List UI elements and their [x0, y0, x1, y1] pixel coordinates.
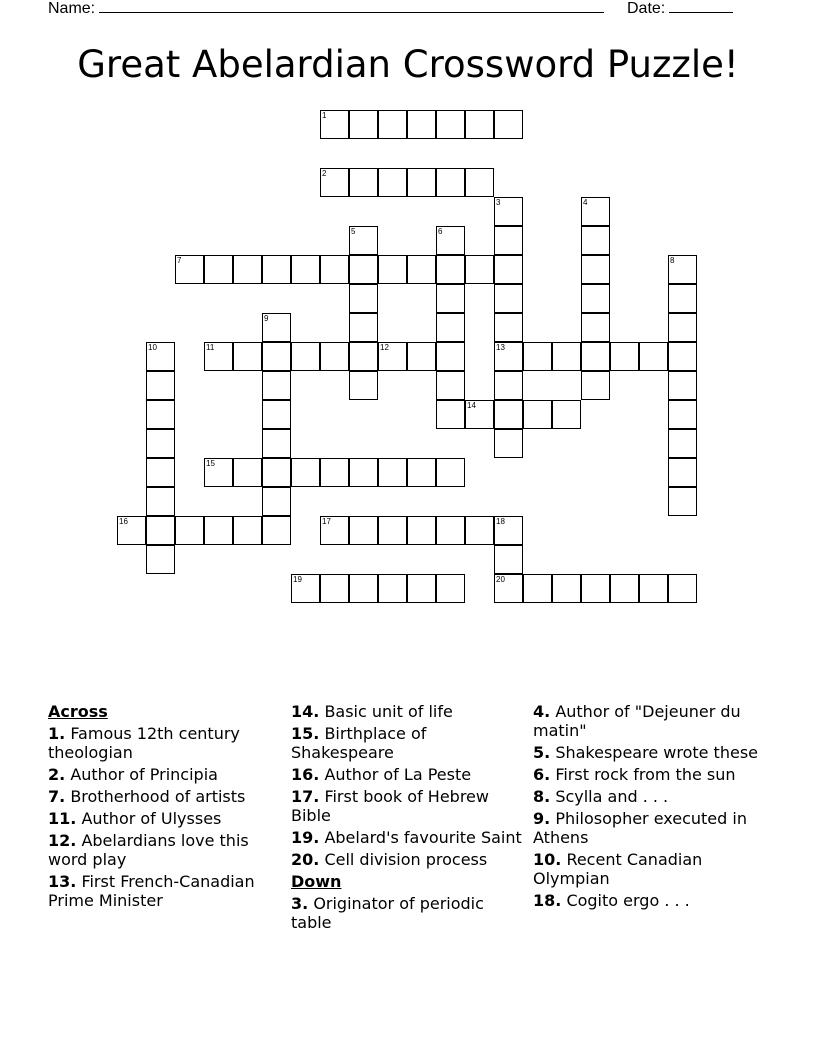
grid-cell[interactable]	[668, 313, 697, 342]
clue-down-5	[533, 743, 769, 762]
across-heading: Across	[48, 702, 108, 721]
grid-cell[interactable]	[581, 342, 610, 371]
name-label: Name:	[48, 0, 96, 17]
grid-cell[interactable]	[668, 400, 697, 429]
clue-text: Scylla and . . .	[555, 787, 669, 806]
grid-cell[interactable]	[552, 574, 581, 603]
grid-cell[interactable]	[407, 255, 436, 284]
grid-cell[interactable]	[349, 342, 378, 371]
clue-text: Birthplace of Shakespeare	[291, 724, 427, 762]
clue-number: 13.	[48, 872, 77, 891]
grid-cell[interactable]	[204, 255, 233, 284]
grid-cell[interactable]	[436, 110, 465, 139]
grid-cell[interactable]	[407, 110, 436, 139]
grid-cell[interactable]	[262, 516, 291, 545]
grid-cell[interactable]	[436, 342, 465, 371]
grid-cell[interactable]	[639, 574, 668, 603]
date-label: Date:	[627, 0, 666, 17]
clue-text: Basic unit of life	[324, 702, 453, 721]
grid-cell[interactable]	[262, 342, 291, 371]
grid-cell[interactable]	[320, 458, 349, 487]
grid-cell[interactable]	[378, 458, 407, 487]
grid-cell[interactable]	[378, 516, 407, 545]
grid-cell[interactable]	[378, 168, 407, 197]
grid-cell[interactable]	[291, 342, 320, 371]
grid-cell[interactable]	[581, 284, 610, 313]
clue-across-19	[291, 828, 527, 847]
grid-cell[interactable]	[668, 371, 697, 400]
grid-cell[interactable]	[494, 429, 523, 458]
clue-number-label: 1	[322, 111, 327, 120]
clue-number-label: 10	[148, 343, 157, 352]
clue-number-label: 6	[438, 227, 443, 236]
clue-number: 3.	[291, 894, 309, 913]
grid-cell[interactable]	[494, 400, 523, 429]
clue-number: 8.	[533, 787, 551, 806]
clue-across-17	[291, 787, 527, 825]
grid-cell[interactable]	[407, 168, 436, 197]
grid-cell[interactable]	[262, 371, 291, 400]
clue-number: 18.	[533, 891, 562, 910]
clue-number: 1.	[48, 724, 66, 743]
clue-number: 7.	[48, 787, 66, 806]
grid-cell[interactable]	[465, 110, 494, 139]
clue-number: 16.	[291, 765, 320, 784]
clue-text: Philosopher executed in Athens	[533, 809, 747, 847]
grid-cell[interactable]	[552, 400, 581, 429]
clue-text: First rock from the sun	[555, 765, 736, 784]
grid-cell[interactable]	[175, 516, 204, 545]
clue-number: 9.	[533, 809, 551, 828]
clue-text: First book of Hebrew Bible	[291, 787, 489, 825]
grid-cell[interactable]	[668, 458, 697, 487]
grid-cell[interactable]	[262, 487, 291, 516]
grid-cell[interactable]	[407, 516, 436, 545]
grid-cell[interactable]	[349, 255, 378, 284]
clue-number-label: 19	[293, 575, 302, 584]
clue-text: Brotherhood of artists	[70, 787, 246, 806]
grid-cell[interactable]	[465, 516, 494, 545]
clue-text: Author of Principia	[70, 765, 218, 784]
grid-cell[interactable]	[320, 342, 349, 371]
grid-cell[interactable]	[378, 574, 407, 603]
clue-text: Author of La Peste	[324, 765, 472, 784]
grid-cell[interactable]	[262, 429, 291, 458]
clue-text: Shakespeare wrote these	[555, 743, 758, 762]
grid-cell[interactable]	[349, 371, 378, 400]
grid-cell[interactable]	[436, 574, 465, 603]
grid-cell[interactable]	[436, 371, 465, 400]
clue-column-1	[48, 702, 284, 913]
grid-cell[interactable]	[494, 226, 523, 255]
grid-cell[interactable]	[610, 574, 639, 603]
clue-text: Abelardians love this word play	[48, 831, 249, 869]
clue-number: 15.	[291, 724, 320, 743]
clue-across-7	[48, 787, 284, 806]
grid-cell[interactable]	[668, 284, 697, 313]
grid-cell[interactable]	[262, 255, 291, 284]
grid-cell[interactable]	[407, 574, 436, 603]
clue-number: 10.	[533, 850, 562, 869]
clue-number-label: 14	[467, 401, 476, 410]
clue-text: Author of "Dejeuner du matin"	[533, 702, 741, 740]
clue-text: Recent Canadian Olympian	[533, 850, 703, 888]
clue-text: Author of Ulysses	[81, 809, 222, 828]
clue-number-label: 4	[583, 198, 588, 207]
grid-cell[interactable]	[146, 458, 175, 487]
grid-cell[interactable]	[436, 516, 465, 545]
clue-number-label: 16	[119, 517, 128, 526]
grid-cell[interactable]	[436, 168, 465, 197]
clue-number-label: 8	[670, 256, 675, 265]
grid-cell[interactable]	[581, 574, 610, 603]
clue-number: 5.	[533, 743, 551, 762]
grid-cell[interactable]	[552, 342, 581, 371]
grid-cell[interactable]	[581, 371, 610, 400]
grid-cell[interactable]	[436, 458, 465, 487]
clue-number-label: 17	[322, 517, 331, 526]
clue-text: Abelard's favourite Saint	[324, 828, 522, 847]
grid-cell[interactable]	[494, 284, 523, 313]
clue-number-label: 7	[177, 256, 182, 265]
clue-down-3	[291, 894, 527, 932]
grid-cell[interactable]	[320, 255, 349, 284]
clue-down-6	[533, 765, 769, 784]
grid-cell[interactable]	[233, 255, 262, 284]
clue-number-label: 12	[380, 343, 389, 352]
grid-cell[interactable]	[668, 487, 697, 516]
clue-down-10	[533, 850, 769, 888]
grid-cell[interactable]	[407, 458, 436, 487]
grid-cell[interactable]	[523, 574, 552, 603]
clue-number-label: 20	[496, 575, 505, 584]
grid-cell[interactable]	[581, 255, 610, 284]
grid-cell[interactable]	[494, 313, 523, 342]
clue-text: Cell division process	[324, 850, 488, 869]
clue-number: 19.	[291, 828, 320, 847]
grid-cell[interactable]	[291, 255, 320, 284]
grid-cell[interactable]	[378, 110, 407, 139]
clue-number-label: 3	[496, 198, 501, 207]
grid-cell[interactable]	[349, 284, 378, 313]
grid-cell[interactable]	[233, 342, 262, 371]
grid-cell[interactable]	[233, 516, 262, 545]
clue-column-2	[291, 702, 527, 935]
grid-cell[interactable]	[581, 313, 610, 342]
clue-number-label: 15	[206, 459, 215, 468]
grid-cell[interactable]	[668, 429, 697, 458]
clue-across-1	[48, 724, 284, 762]
grid-cell[interactable]	[146, 371, 175, 400]
grid-cell[interactable]	[668, 342, 697, 371]
grid-cell[interactable]	[349, 168, 378, 197]
clue-number: 17.	[291, 787, 320, 806]
clue-number: 4.	[533, 702, 551, 721]
grid-cell[interactable]	[349, 313, 378, 342]
clue-number-label: 5	[351, 227, 356, 236]
clue-across-16	[291, 765, 527, 784]
clue-column-3	[533, 702, 769, 913]
grid-cell[interactable]	[494, 371, 523, 400]
grid-cell[interactable]	[349, 110, 378, 139]
clue-text: Originator of periodic table	[291, 894, 484, 932]
grid-cell[interactable]	[407, 342, 436, 371]
grid-cell[interactable]	[465, 168, 494, 197]
clue-number: 6.	[533, 765, 551, 784]
clue-number: 14.	[291, 702, 320, 721]
grid-cell[interactable]	[320, 574, 349, 603]
clue-number-label: 18	[496, 517, 505, 526]
grid-cell[interactable]	[262, 400, 291, 429]
grid-cell[interactable]	[668, 574, 697, 603]
clue-text: First French-Canadian Prime Minister	[48, 872, 255, 910]
clue-number-label: 11	[206, 343, 215, 352]
grid-cell[interactable]	[262, 458, 291, 487]
grid-cell[interactable]	[436, 313, 465, 342]
clue-number-label: 9	[264, 314, 269, 323]
clue-across-15	[291, 724, 527, 762]
clue-number: 2.	[48, 765, 66, 784]
grid-cell[interactable]	[233, 458, 262, 487]
grid-cell[interactable]	[349, 574, 378, 603]
clue-down-9	[533, 809, 769, 847]
grid-cell[interactable]	[436, 400, 465, 429]
grid-cell[interactable]	[436, 284, 465, 313]
grid-cell[interactable]	[523, 400, 552, 429]
clue-across-2	[48, 765, 284, 784]
clue-number: 20.	[291, 850, 320, 869]
grid-cell[interactable]	[494, 545, 523, 574]
grid-cell[interactable]	[465, 255, 494, 284]
clue-down-18	[533, 891, 769, 910]
grid-cell[interactable]	[291, 458, 320, 487]
grid-cell[interactable]	[146, 429, 175, 458]
grid-cell[interactable]	[146, 516, 175, 545]
clue-text: Famous 12th century theologian	[48, 724, 240, 762]
grid-cell[interactable]	[610, 342, 639, 371]
grid-cell[interactable]	[146, 487, 175, 516]
grid-cell[interactable]	[494, 110, 523, 139]
clue-number: 12.	[48, 831, 77, 850]
clue-across-13	[48, 872, 284, 910]
clue-number: 11.	[48, 809, 77, 828]
grid-cell[interactable]	[581, 226, 610, 255]
clue-across-11	[48, 809, 284, 828]
grid-cell[interactable]	[349, 516, 378, 545]
grid-cell[interactable]	[146, 545, 175, 574]
grid-cell[interactable]	[436, 255, 465, 284]
grid-cell[interactable]	[494, 255, 523, 284]
grid-cell[interactable]	[146, 400, 175, 429]
clue-across-12	[48, 831, 284, 869]
grid-cell[interactable]	[204, 516, 233, 545]
grid-cell[interactable]	[639, 342, 668, 371]
clue-text: Cogito ergo . . .	[566, 891, 690, 910]
down-heading: Down	[291, 872, 342, 891]
grid-cell[interactable]	[378, 255, 407, 284]
clue-down-8	[533, 787, 769, 806]
grid-cell[interactable]	[523, 342, 552, 371]
clue-down-4	[533, 702, 769, 740]
clue-number-label: 13	[496, 343, 505, 352]
grid-cell[interactable]	[349, 458, 378, 487]
clue-across-14	[291, 702, 527, 721]
page-title: Great Abelardian Crossword Puzzle!	[77, 43, 739, 86]
clue-across-20	[291, 850, 527, 869]
clue-number-label: 2	[322, 169, 327, 178]
